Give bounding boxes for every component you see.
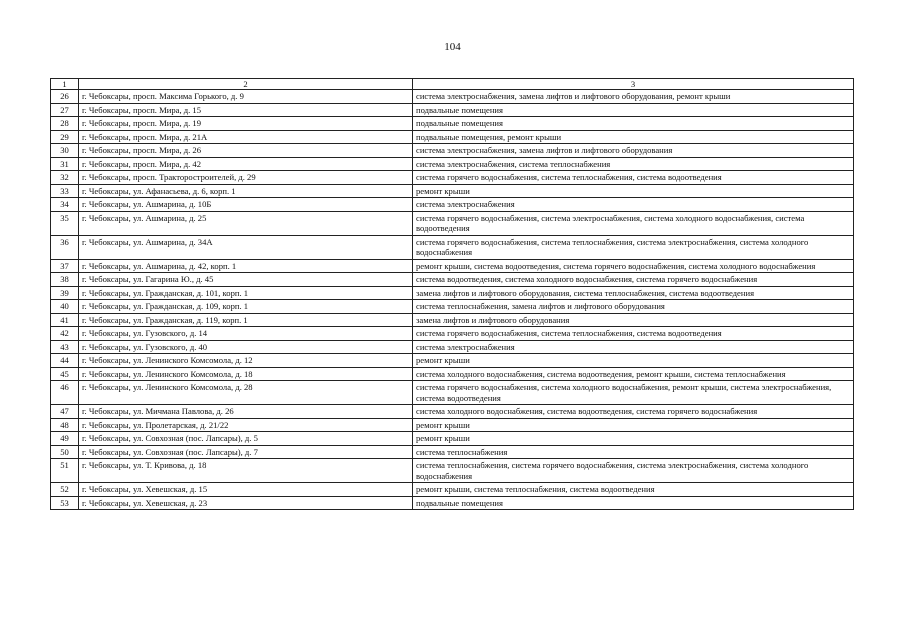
row-address: г. Чебоксары, просп. Максима Горького, д. 9 — [79, 90, 413, 104]
row-number: 41 — [51, 313, 79, 327]
header-col-3: 3 — [413, 79, 854, 90]
table-row — [51, 300, 854, 314]
row-number: 50 — [51, 445, 79, 459]
row-address: г. Чебоксары, ул. Ленинского Комсомола, д. 18 — [79, 367, 413, 381]
row-number: 48 — [51, 418, 79, 432]
table-row — [51, 171, 854, 185]
table-row — [51, 459, 854, 483]
row-number: 32 — [51, 171, 79, 185]
row-address: г. Чебоксары, ул. Гузовского, д. 14 — [79, 327, 413, 341]
row-number: 52 — [51, 483, 79, 497]
row-number: 44 — [51, 354, 79, 368]
row-work-types: замена лифтов и лифтового оборудования, система теплоснабжения, система водоотведения — [413, 286, 854, 300]
row-work-types: подвальные помещения — [413, 103, 854, 117]
row-address: г. Чебоксары, просп. Тракторостроителей, д. 29 — [79, 171, 413, 185]
row-address: г. Чебоксары, ул. Хевешская, д. 15 — [79, 483, 413, 497]
row-address: г. Чебоксары, просп. Мира, д. 42 — [79, 157, 413, 171]
row-work-types: система теплоснабжения, замена лифтов и лифтового оборудования — [413, 300, 854, 314]
row-address: г. Чебоксары, просп. Мира, д. 26 — [79, 144, 413, 158]
row-address: г. Чебоксары, ул. Ашмарина, д. 10Б — [79, 198, 413, 212]
row-number: 29 — [51, 130, 79, 144]
row-address: г. Чебоксары, ул. Совхозная (пос. Лапсары), д. 7 — [79, 445, 413, 459]
row-number: 28 — [51, 117, 79, 131]
row-number: 31 — [51, 157, 79, 171]
row-work-types: система электроснабжения, замена лифтов и лифтового оборудования, ремонт крыши — [413, 90, 854, 104]
row-address: г. Чебоксары, ул. Ленинского Комсомола, д. 12 — [79, 354, 413, 368]
row-number: 49 — [51, 432, 79, 446]
table-row — [51, 432, 854, 446]
row-work-types: ремонт крыши, система водоотведения, система горячего водоснабжения, система холодного водоснабжения — [413, 259, 854, 273]
table-row — [51, 259, 854, 273]
row-address: г. Чебоксары, просп. Мира, д. 19 — [79, 117, 413, 131]
row-work-types: ремонт крыши — [413, 418, 854, 432]
row-address: г. Чебоксары, ул. Гагарина Ю., д. 45 — [79, 273, 413, 287]
row-work-types: система холодного водоснабжения, система водоотведения, система горячего водоснабжения — [413, 405, 854, 419]
table-row — [51, 496, 854, 510]
row-work-types: система горячего водоснабжения, система электроснабжения, система холодного водоснабжения, система водоотведения — [413, 211, 854, 235]
row-address: г. Чебоксары, ул. Гражданская, д. 109, корп. 1 — [79, 300, 413, 314]
row-work-types: ремонт крыши, система теплоснабжения, система водоотведения — [413, 483, 854, 497]
table-row — [51, 286, 854, 300]
table-row — [51, 184, 854, 198]
header-col-2: 2 — [79, 79, 413, 90]
row-number: 33 — [51, 184, 79, 198]
table-row — [51, 418, 854, 432]
row-work-types: система теплоснабжения — [413, 445, 854, 459]
table-row — [51, 273, 854, 287]
row-address: г. Чебоксары, ул. Гражданская, д. 101, корп. 1 — [79, 286, 413, 300]
row-number: 39 — [51, 286, 79, 300]
row-work-types: система электроснабжения, система теплоснабжения — [413, 157, 854, 171]
row-number: 34 — [51, 198, 79, 212]
table-row — [51, 313, 854, 327]
row-work-types: замена лифтов и лифтового оборудования — [413, 313, 854, 327]
table-row — [51, 381, 854, 405]
row-number: 30 — [51, 144, 79, 158]
row-work-types: ремонт крыши — [413, 184, 854, 198]
table-row — [51, 445, 854, 459]
row-number: 47 — [51, 405, 79, 419]
row-address: г. Чебоксары, ул. Ашмарина, д. 25 — [79, 211, 413, 235]
table-row — [51, 90, 854, 104]
row-address: г. Чебоксары, ул. Афанасьева, д. 6, корп. 1 — [79, 184, 413, 198]
row-address: г. Чебоксары, ул. Гражданская, д. 119, корп. 1 — [79, 313, 413, 327]
row-work-types: система электроснабжения — [413, 198, 854, 212]
row-work-types: система электроснабжения, замена лифтов и лифтового оборудования — [413, 144, 854, 158]
table-row — [51, 327, 854, 341]
table-row — [51, 144, 854, 158]
row-work-types: система теплоснабжения, система горячего водоснабжения, система электроснабжения, система холодного водоснабжения — [413, 459, 854, 483]
row-work-types: подвальные помещения — [413, 117, 854, 131]
row-number: 53 — [51, 496, 79, 510]
row-number: 46 — [51, 381, 79, 405]
row-work-types: подвальные помещения — [413, 496, 854, 510]
table-row — [51, 103, 854, 117]
row-number: 27 — [51, 103, 79, 117]
row-address: г. Чебоксары, ул. Мичмана Павлова, д. 26 — [79, 405, 413, 419]
row-work-types: система электроснабжения — [413, 340, 854, 354]
row-work-types: система холодного водоснабжения, система водоотведения, ремонт крыши, система теплоснабжения — [413, 367, 854, 381]
table-row — [51, 354, 854, 368]
row-address: г. Чебоксары, ул. Т. Кривова, д. 18 — [79, 459, 413, 483]
table-row — [51, 405, 854, 419]
row-address: г. Чебоксары, просп. Мира, д. 21А — [79, 130, 413, 144]
table-row — [51, 483, 854, 497]
row-work-types: система горячего водоснабжения, система теплоснабжения, система водоотведения — [413, 171, 854, 185]
table-header — [51, 79, 854, 90]
row-number: 37 — [51, 259, 79, 273]
table-row — [51, 130, 854, 144]
header-col-1: 1 — [51, 79, 79, 90]
row-address: г. Чебоксары, просп. Мира, д. 15 — [79, 103, 413, 117]
row-number: 45 — [51, 367, 79, 381]
table-row — [51, 198, 854, 212]
row-address: г. Чебоксары, ул. Пролетарская, д. 21/22 — [79, 418, 413, 432]
row-address: г. Чебоксары, ул. Совхозная (пос. Лапсары), д. 5 — [79, 432, 413, 446]
row-work-types: система водоотведения, система холодного водоснабжения, система горячего водоснабжения — [413, 273, 854, 287]
row-number: 43 — [51, 340, 79, 354]
repair-table — [50, 78, 854, 510]
row-address: г. Чебоксары, ул. Ашмарина, д. 42, корп. 1 — [79, 259, 413, 273]
row-number: 36 — [51, 235, 79, 259]
row-number: 38 — [51, 273, 79, 287]
table-row — [51, 235, 854, 259]
row-work-types: подвальные помещения, ремонт крыши — [413, 130, 854, 144]
row-work-types: ремонт крыши — [413, 354, 854, 368]
row-number: 35 — [51, 211, 79, 235]
row-number: 26 — [51, 90, 79, 104]
table-body — [51, 90, 854, 510]
table-row — [51, 367, 854, 381]
row-number: 42 — [51, 327, 79, 341]
row-address: г. Чебоксары, ул. Ашмарина, д. 34А — [79, 235, 413, 259]
row-address: г. Чебоксары, ул. Ленинского Комсомола, д. 28 — [79, 381, 413, 405]
row-address: г. Чебоксары, ул. Хевешская, д. 23 — [79, 496, 413, 510]
page-number: 104 — [444, 41, 461, 53]
row-work-types: система горячего водоснабжения, система холодного водоснабжения, ремонт крыши, система электроснабжения, система водоотведения — [413, 381, 854, 405]
table-row — [51, 211, 854, 235]
row-address: г. Чебоксары, ул. Гузовского, д. 40 — [79, 340, 413, 354]
row-work-types: ремонт крыши — [413, 432, 854, 446]
table-row — [51, 340, 854, 354]
row-number: 40 — [51, 300, 79, 314]
table-row — [51, 117, 854, 131]
row-work-types: система горячего водоснабжения, система теплоснабжения, система электроснабжения, система холодного водоснабжения — [413, 235, 854, 259]
table-row — [51, 157, 854, 171]
row-work-types: система горячего водоснабжения, система теплоснабжения, система водоотведения — [413, 327, 854, 341]
row-number: 51 — [51, 459, 79, 483]
header-row — [51, 79, 854, 90]
